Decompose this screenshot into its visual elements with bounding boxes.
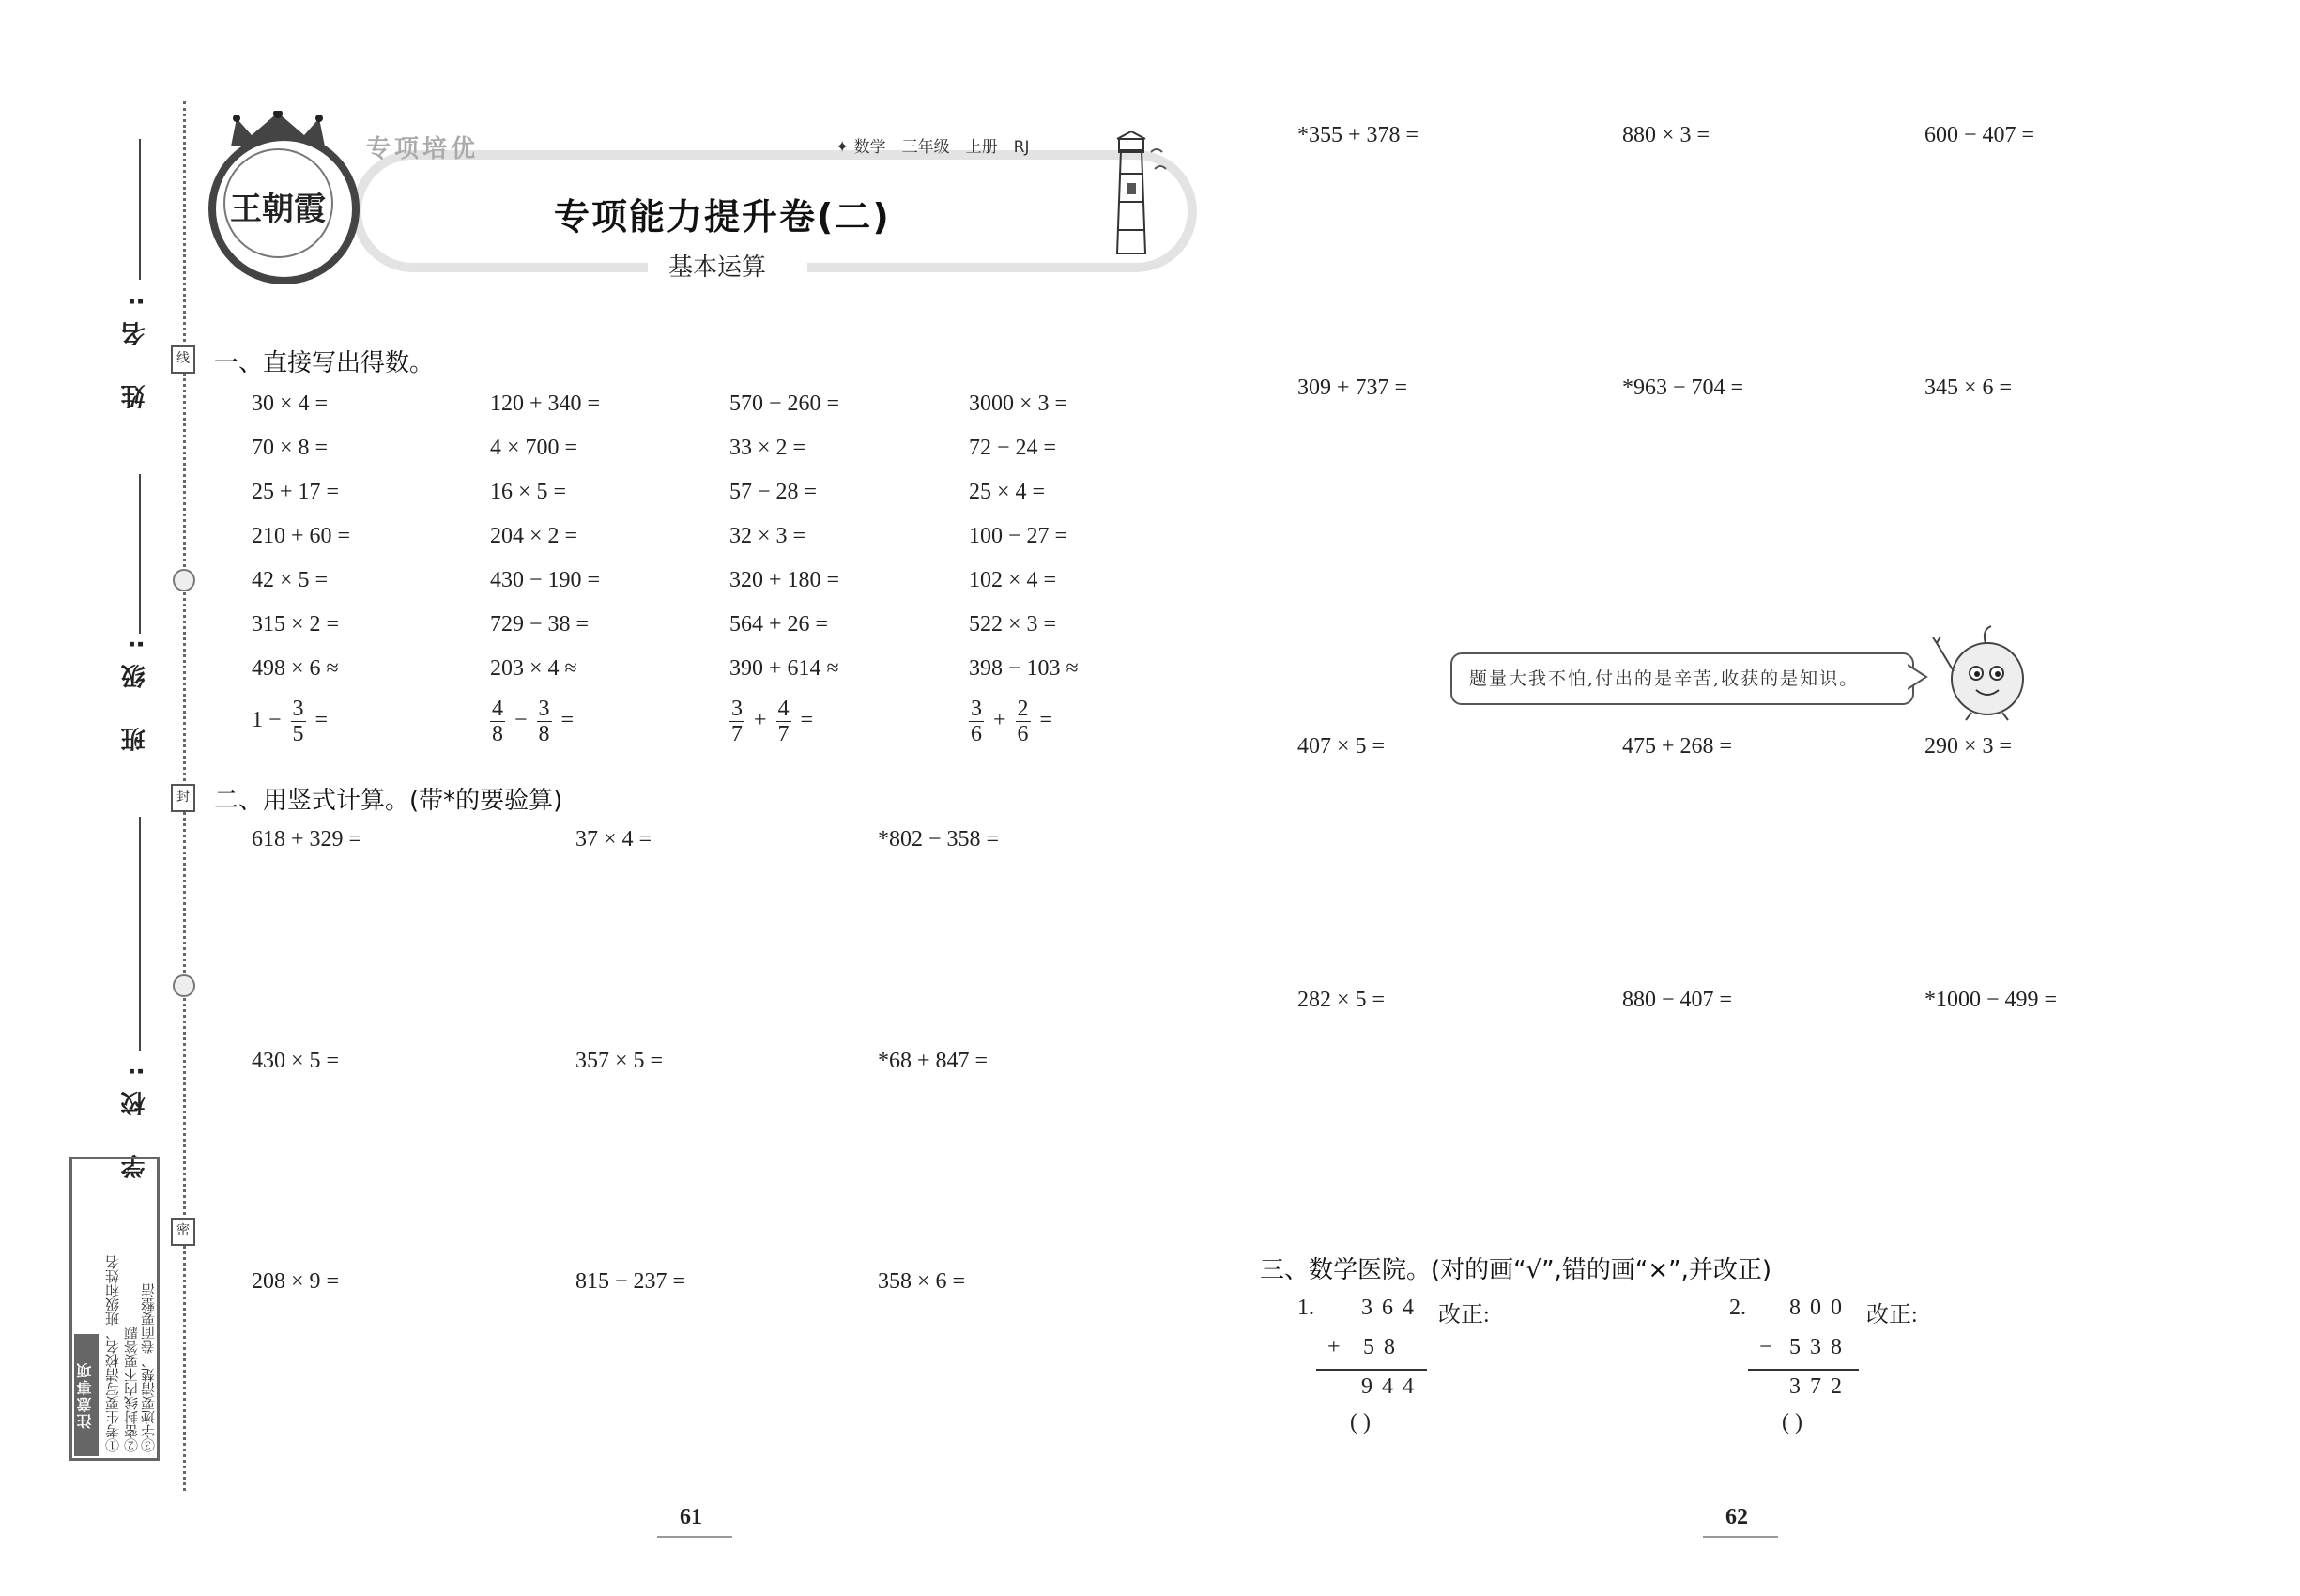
fix-label: 改正: bbox=[1438, 1303, 1490, 1327]
oral-calc-item: 570 − 260 = bbox=[729, 391, 840, 416]
vertical-calc-item: *68 + 847 = bbox=[878, 1049, 989, 1073]
page-number-decoration bbox=[1703, 1536, 1778, 1538]
vertical-calc-item: 430 × 5 = bbox=[252, 1049, 340, 1073]
seal-char-seal: 封 bbox=[171, 784, 195, 812]
oral-calc-item: 25 + 17 = bbox=[252, 480, 340, 504]
brand-name: 王朝霞 bbox=[230, 191, 326, 228]
exam-notes-box bbox=[69, 1157, 160, 1461]
item-number: 2. bbox=[1729, 1296, 1746, 1320]
operator: + bbox=[1327, 1335, 1341, 1359]
vertical-calc-item: *802 − 358 = bbox=[878, 827, 1000, 852]
page-number-decoration bbox=[657, 1536, 732, 1538]
oral-calc-item: 100 − 27 = bbox=[969, 524, 1068, 548]
minuend-top: 800 bbox=[1789, 1296, 1851, 1320]
fix-label: 改正: bbox=[1866, 1303, 1918, 1327]
seal-char-line: 线 bbox=[171, 345, 195, 374]
notes-line: ②密封线内不要答题 bbox=[123, 1326, 140, 1452]
name-label: 姓 名: bbox=[121, 282, 149, 409]
bubble-tail bbox=[1908, 663, 1928, 691]
calc-rule bbox=[1748, 1369, 1859, 1371]
oral-calc-item: 70 × 8 = bbox=[252, 436, 329, 460]
seal-circle-mark bbox=[173, 569, 195, 591]
judge-paren: ( ) bbox=[1350, 1410, 1371, 1435]
page-number-right: 62 bbox=[1725, 1505, 1748, 1529]
fraction-item: $\frac{3}{6}$ + $\frac{2}{6}$ = bbox=[971, 697, 1053, 746]
fraction-item: 1 − $\frac{3}{5}$ = bbox=[252, 697, 329, 746]
fraction-item: $\frac{4}{8}$ − $\frac{3}{8}$ = bbox=[492, 697, 575, 746]
seal-circle-mark bbox=[173, 974, 195, 997]
vertical-calc-item: 880 − 407 = bbox=[1622, 988, 1733, 1012]
oral-calc-item: 42 × 5 = bbox=[252, 568, 329, 592]
operator: − bbox=[1759, 1335, 1772, 1359]
addend-bottom: 58 bbox=[1363, 1335, 1404, 1359]
oral-calc-item: 72 − 24 = bbox=[969, 436, 1057, 460]
vertical-calc-item: 357 × 5 = bbox=[575, 1049, 664, 1073]
result: 372 bbox=[1789, 1374, 1851, 1399]
vertical-calc-item: *963 − 704 = bbox=[1622, 376, 1744, 400]
notes-line: ①考生要写清校名、班级和姓名 bbox=[104, 1255, 121, 1452]
vertical-calc-item: 475 + 268 = bbox=[1622, 734, 1733, 759]
seal-char-secret: 密 bbox=[171, 1218, 195, 1246]
class-label: 班 级: bbox=[121, 624, 149, 752]
vertical-calc-item: 815 − 237 = bbox=[575, 1269, 686, 1294]
oral-calc-item: 522 × 3 = bbox=[969, 612, 1057, 637]
oral-calc-item: 729 − 38 = bbox=[490, 612, 590, 637]
addend-top: 364 bbox=[1361, 1296, 1423, 1320]
section2-title: 二、用竖式计算。(带*的要验算) bbox=[214, 787, 563, 815]
page-number-left: 61 bbox=[680, 1505, 702, 1529]
oral-calc-item: 390 + 614 ≈ bbox=[729, 656, 839, 681]
section3-title: 三、数学医院。(对的画“√”,错的画“×”,并改正) bbox=[1260, 1256, 1772, 1284]
judge-paren: ( ) bbox=[1782, 1410, 1802, 1435]
vertical-calc-item: 309 + 737 = bbox=[1297, 376, 1408, 400]
vertical-calc-item: 618 + 329 = bbox=[252, 827, 362, 852]
oral-calc-item: 315 × 2 = bbox=[252, 612, 340, 637]
oral-calc-item: 57 − 28 = bbox=[729, 480, 818, 504]
mascot-icon bbox=[1929, 624, 2037, 723]
oral-calc-item: 3000 × 3 = bbox=[969, 391, 1068, 416]
oral-calc-item: 203 × 4 ≈ bbox=[490, 656, 577, 681]
vertical-calc-item: 600 − 407 = bbox=[1924, 123, 2035, 147]
item-number: 1. bbox=[1297, 1296, 1314, 1320]
vertical-calc-item: 345 × 6 = bbox=[1924, 376, 2013, 400]
vertical-calc-item: 282 × 5 = bbox=[1297, 988, 1386, 1012]
vertical-calc-item: 208 × 9 = bbox=[252, 1269, 340, 1294]
oral-calc-item: 120 + 340 = bbox=[490, 391, 601, 416]
subject-meta: ✦ 数学 三年级 上册 RJ bbox=[836, 138, 1030, 157]
school-underline bbox=[139, 817, 141, 1051]
vertical-calc-item: 358 × 6 = bbox=[878, 1269, 966, 1294]
vertical-calc-item: 407 × 5 = bbox=[1297, 734, 1386, 759]
vertical-calc-item: *1000 − 499 = bbox=[1924, 988, 2058, 1012]
oral-calc-item: 25 × 4 = bbox=[969, 480, 1046, 504]
notes-line: ③字迹要清楚、卷面要整洁 bbox=[140, 1283, 157, 1452]
class-underline bbox=[139, 474, 141, 634]
fraction-item: $\frac{3}{7}$ + $\frac{4}{7}$ = bbox=[731, 697, 814, 746]
speech-bubble-text: 题量大我不怕,付出的是辛苦,收获的是知识。 bbox=[1469, 668, 1860, 689]
sparkle-icon: ✦ bbox=[836, 138, 854, 157]
vertical-calc-item: 290 × 3 = bbox=[1924, 734, 2013, 759]
vertical-calc-item: *355 + 378 = bbox=[1297, 123, 1419, 147]
oral-calc-item: 30 × 4 = bbox=[252, 391, 329, 416]
oral-calc-item: 498 × 6 ≈ bbox=[252, 656, 339, 681]
section1-title: 一、直接写出得数。 bbox=[214, 349, 435, 377]
vertical-calc-item: 37 × 4 = bbox=[575, 827, 652, 852]
lighthouse-icon bbox=[1089, 131, 1173, 263]
oral-calc-item: 210 + 60 = bbox=[252, 524, 351, 548]
page-title: 专项能力提升卷(二) bbox=[554, 196, 891, 238]
school-label: 学 校: bbox=[121, 1051, 149, 1179]
oral-calc-item: 16 × 5 = bbox=[490, 480, 567, 504]
page-subtitle: 基本运算 bbox=[668, 253, 767, 282]
calc-rule bbox=[1316, 1369, 1427, 1371]
oral-calc-item: 102 × 4 = bbox=[969, 568, 1057, 592]
vertical-calc-item: 880 × 3 = bbox=[1622, 123, 1710, 147]
result: 944 bbox=[1361, 1374, 1423, 1399]
series-tag: 专项培优 bbox=[366, 135, 480, 163]
oral-calc-item: 564 + 26 = bbox=[729, 612, 829, 637]
oral-calc-item: 32 × 3 = bbox=[729, 524, 806, 548]
oral-calc-item: 204 × 2 = bbox=[490, 524, 578, 548]
oral-calc-item: 430 − 190 = bbox=[490, 568, 601, 592]
oral-calc-item: 4 × 700 = bbox=[490, 436, 578, 460]
oral-calc-item: 33 × 2 = bbox=[729, 436, 806, 460]
oral-calc-item: 398 − 103 ≈ bbox=[969, 656, 1079, 681]
name-underline bbox=[139, 139, 141, 280]
notes-title: 注意事项 bbox=[74, 1334, 99, 1456]
subtrahend-bottom: 538 bbox=[1789, 1335, 1851, 1359]
oral-calc-item: 320 + 180 = bbox=[729, 568, 840, 592]
